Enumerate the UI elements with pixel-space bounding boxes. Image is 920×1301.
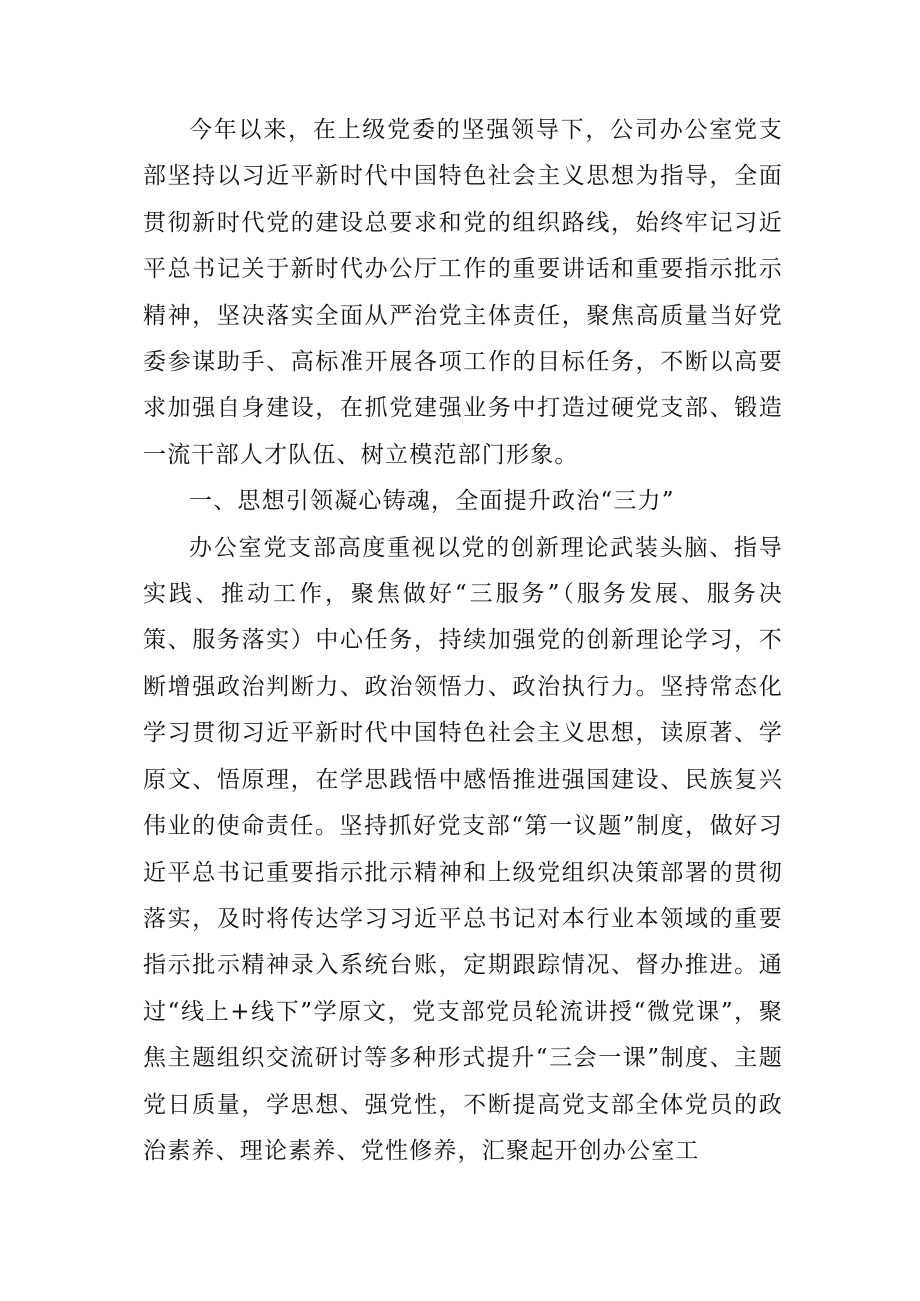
section-heading: 一、思想引领凝心铸魂，全面提升政治“三力” (189, 488, 675, 515)
intro-paragraph: 今年以来，在上级党委的坚强领导下，公司办公室党支部坚持以习近平新时代中国特色社会主义思想为指导，全面贯彻新时代党的建设总要求和党的组织路线，始终牢记习近平总书记关于新时代办公厅工作的重要讲话和重要指示批示精神，坚决落实全面从严治党主体责任，聚焦高质量当好党委参谋助手、高标准开展各项工作的目标任务，不断以高要求加强自身建设，在抓党建强业务中打造过硬党支部、锻造一流干部人才队伍、树立模范部门形象。 (143, 117, 783, 468)
section-paragraph: 办公室党支部高度重视以党的创新理论武装头脑、指导实践、推动工作，聚焦做好“三服务”（服务发展、服务决策、服务落实）中心任务，持续加强党的创新理论学习，不断增强政治判断力、政治领悟力、政治执行力。坚持常态化学习贯彻习近平新时代中国特色社会主义思想，读原著、学原文、悟原理，在学思践悟中感悟推进强国建设、民族复兴伟业的使命责任。坚持抓好党支部“第一议题”制度，做好习近平总书记重要指示批示精神和上级党组织决策部署的贯彻落实，及时将传达学习习近平总书记对本行业本领域的重要指示批示精神录入系统台账，定期跟踪情况、督办推进。通过“线上+线下”学原文，党支部党员轮流讲授“微党课”，聚焦主题组织交流研讨等多种形式提升“三会一课”制度、主题党日质量，学思想、强党性，不断提高党支部全体党员的政治素养、理论素养、党性修养，汇聚起开创办公室工 (143, 534, 783, 1164)
document-body (143, 107, 783, 1174)
